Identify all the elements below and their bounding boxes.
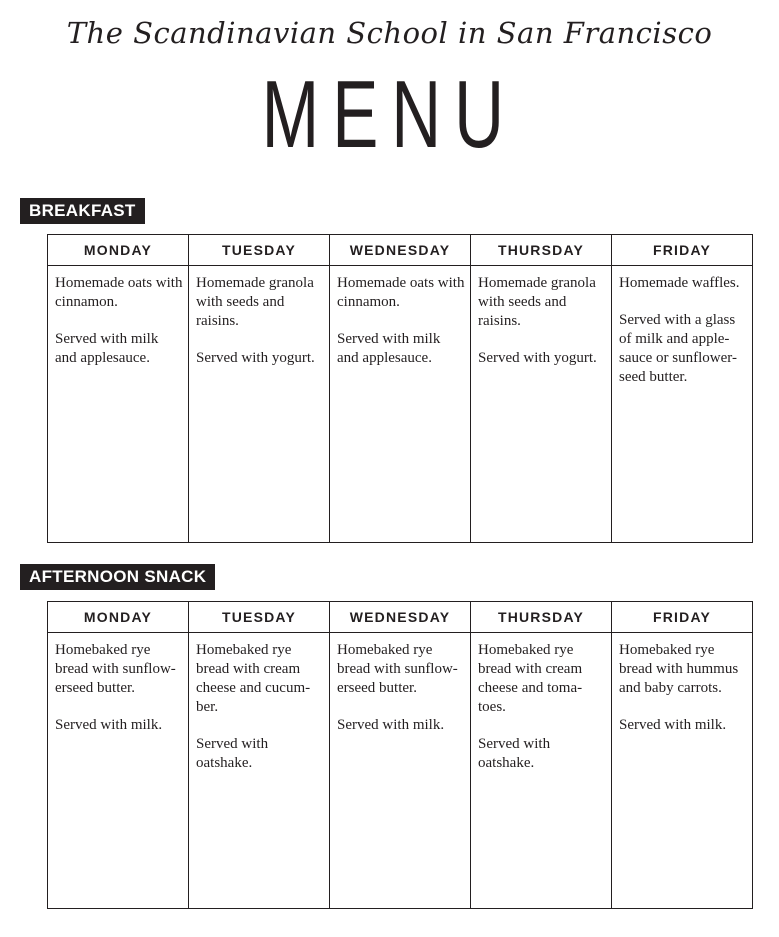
snack-cell-monday [48,633,189,909]
breakfast-main-wednesday: Homemade oats with cinnamon. [337,275,465,310]
snack-main-tuesday: Homebaked rye bread with cream cheese and cucum-ber. [196,642,311,715]
breakfast-table [47,234,753,543]
snack-day-wednesday: WEDNESDAY [330,602,471,633]
snack-cell-tuesday [189,633,330,909]
breakfast-served-monday: Served with milk and applesauce. [55,331,159,366]
menu-title-text: MENU [261,61,518,168]
snack-day-monday: MONDAY [48,602,189,633]
snack-cell-friday [612,633,753,909]
menu-title [0,60,779,170]
snack-served-monday: Served with milk. [55,717,163,733]
snack-main-monday: Homebaked rye bread with sunflow-erseed butter. [55,642,176,696]
snack-label: AFTERNOON SNACK [20,564,215,590]
breakfast-day-tuesday: TUESDAY [189,235,330,266]
school-name: The Scandinavian School in San Francisco [66,16,713,50]
snack-cell-wednesday [330,633,471,909]
breakfast-main-friday: Homemade waffles. [619,275,740,291]
breakfast-header-row [48,235,753,266]
breakfast-served-tuesday: Served with yogurt. [196,350,315,366]
breakfast-cell-thursday [471,266,612,543]
snack-main-thursday: Homebaked rye bread with cream cheese and toma-toes. [478,642,583,715]
snack-main-friday: Homebaked rye bread with hummus and baby carrots. [619,642,739,696]
breakfast-served-thursday: Served with yogurt. [478,350,597,366]
breakfast-main-monday: Homemade oats with cinnamon. [55,275,183,310]
snack-body-row [48,633,753,909]
snack-served-tuesday: Served with oatshake. [196,736,269,771]
snack-day-friday: FRIDAY [612,602,753,633]
snack-served-friday: Served with milk. [619,717,727,733]
breakfast-cell-tuesday [189,266,330,543]
snack-served-wednesday: Served with milk. [337,717,445,733]
snack-day-tuesday: TUESDAY [189,602,330,633]
snack-table [47,601,753,909]
breakfast-cell-monday [48,266,189,543]
breakfast-main-thursday: Homemade granola with seeds and raisins. [478,275,596,329]
snack-header-row [48,602,753,633]
breakfast-served-wednesday: Served with milk and applesauce. [337,331,441,366]
snack-cell-thursday [471,633,612,909]
snack-served-thursday: Served with oatshake. [478,736,551,771]
breakfast-cell-friday [612,266,753,543]
breakfast-body-row [48,266,753,543]
snack-main-wednesday: Homebaked rye bread with sunflow-erseed butter. [337,642,458,696]
breakfast-main-tuesday: Homemade granola with seeds and raisins. [196,275,314,329]
breakfast-day-wednesday: WEDNESDAY [330,235,471,266]
breakfast-cell-wednesday [330,266,471,543]
snack-day-thursday: THURSDAY [471,602,612,633]
breakfast-label: BREAKFAST [20,198,145,224]
breakfast-day-thursday: THURSDAY [471,235,612,266]
breakfast-day-monday: MONDAY [48,235,189,266]
breakfast-day-friday: FRIDAY [612,235,753,266]
breakfast-served-friday: Served with a glass of milk and apple-sauce or sunflower-seed butter. [619,312,737,385]
